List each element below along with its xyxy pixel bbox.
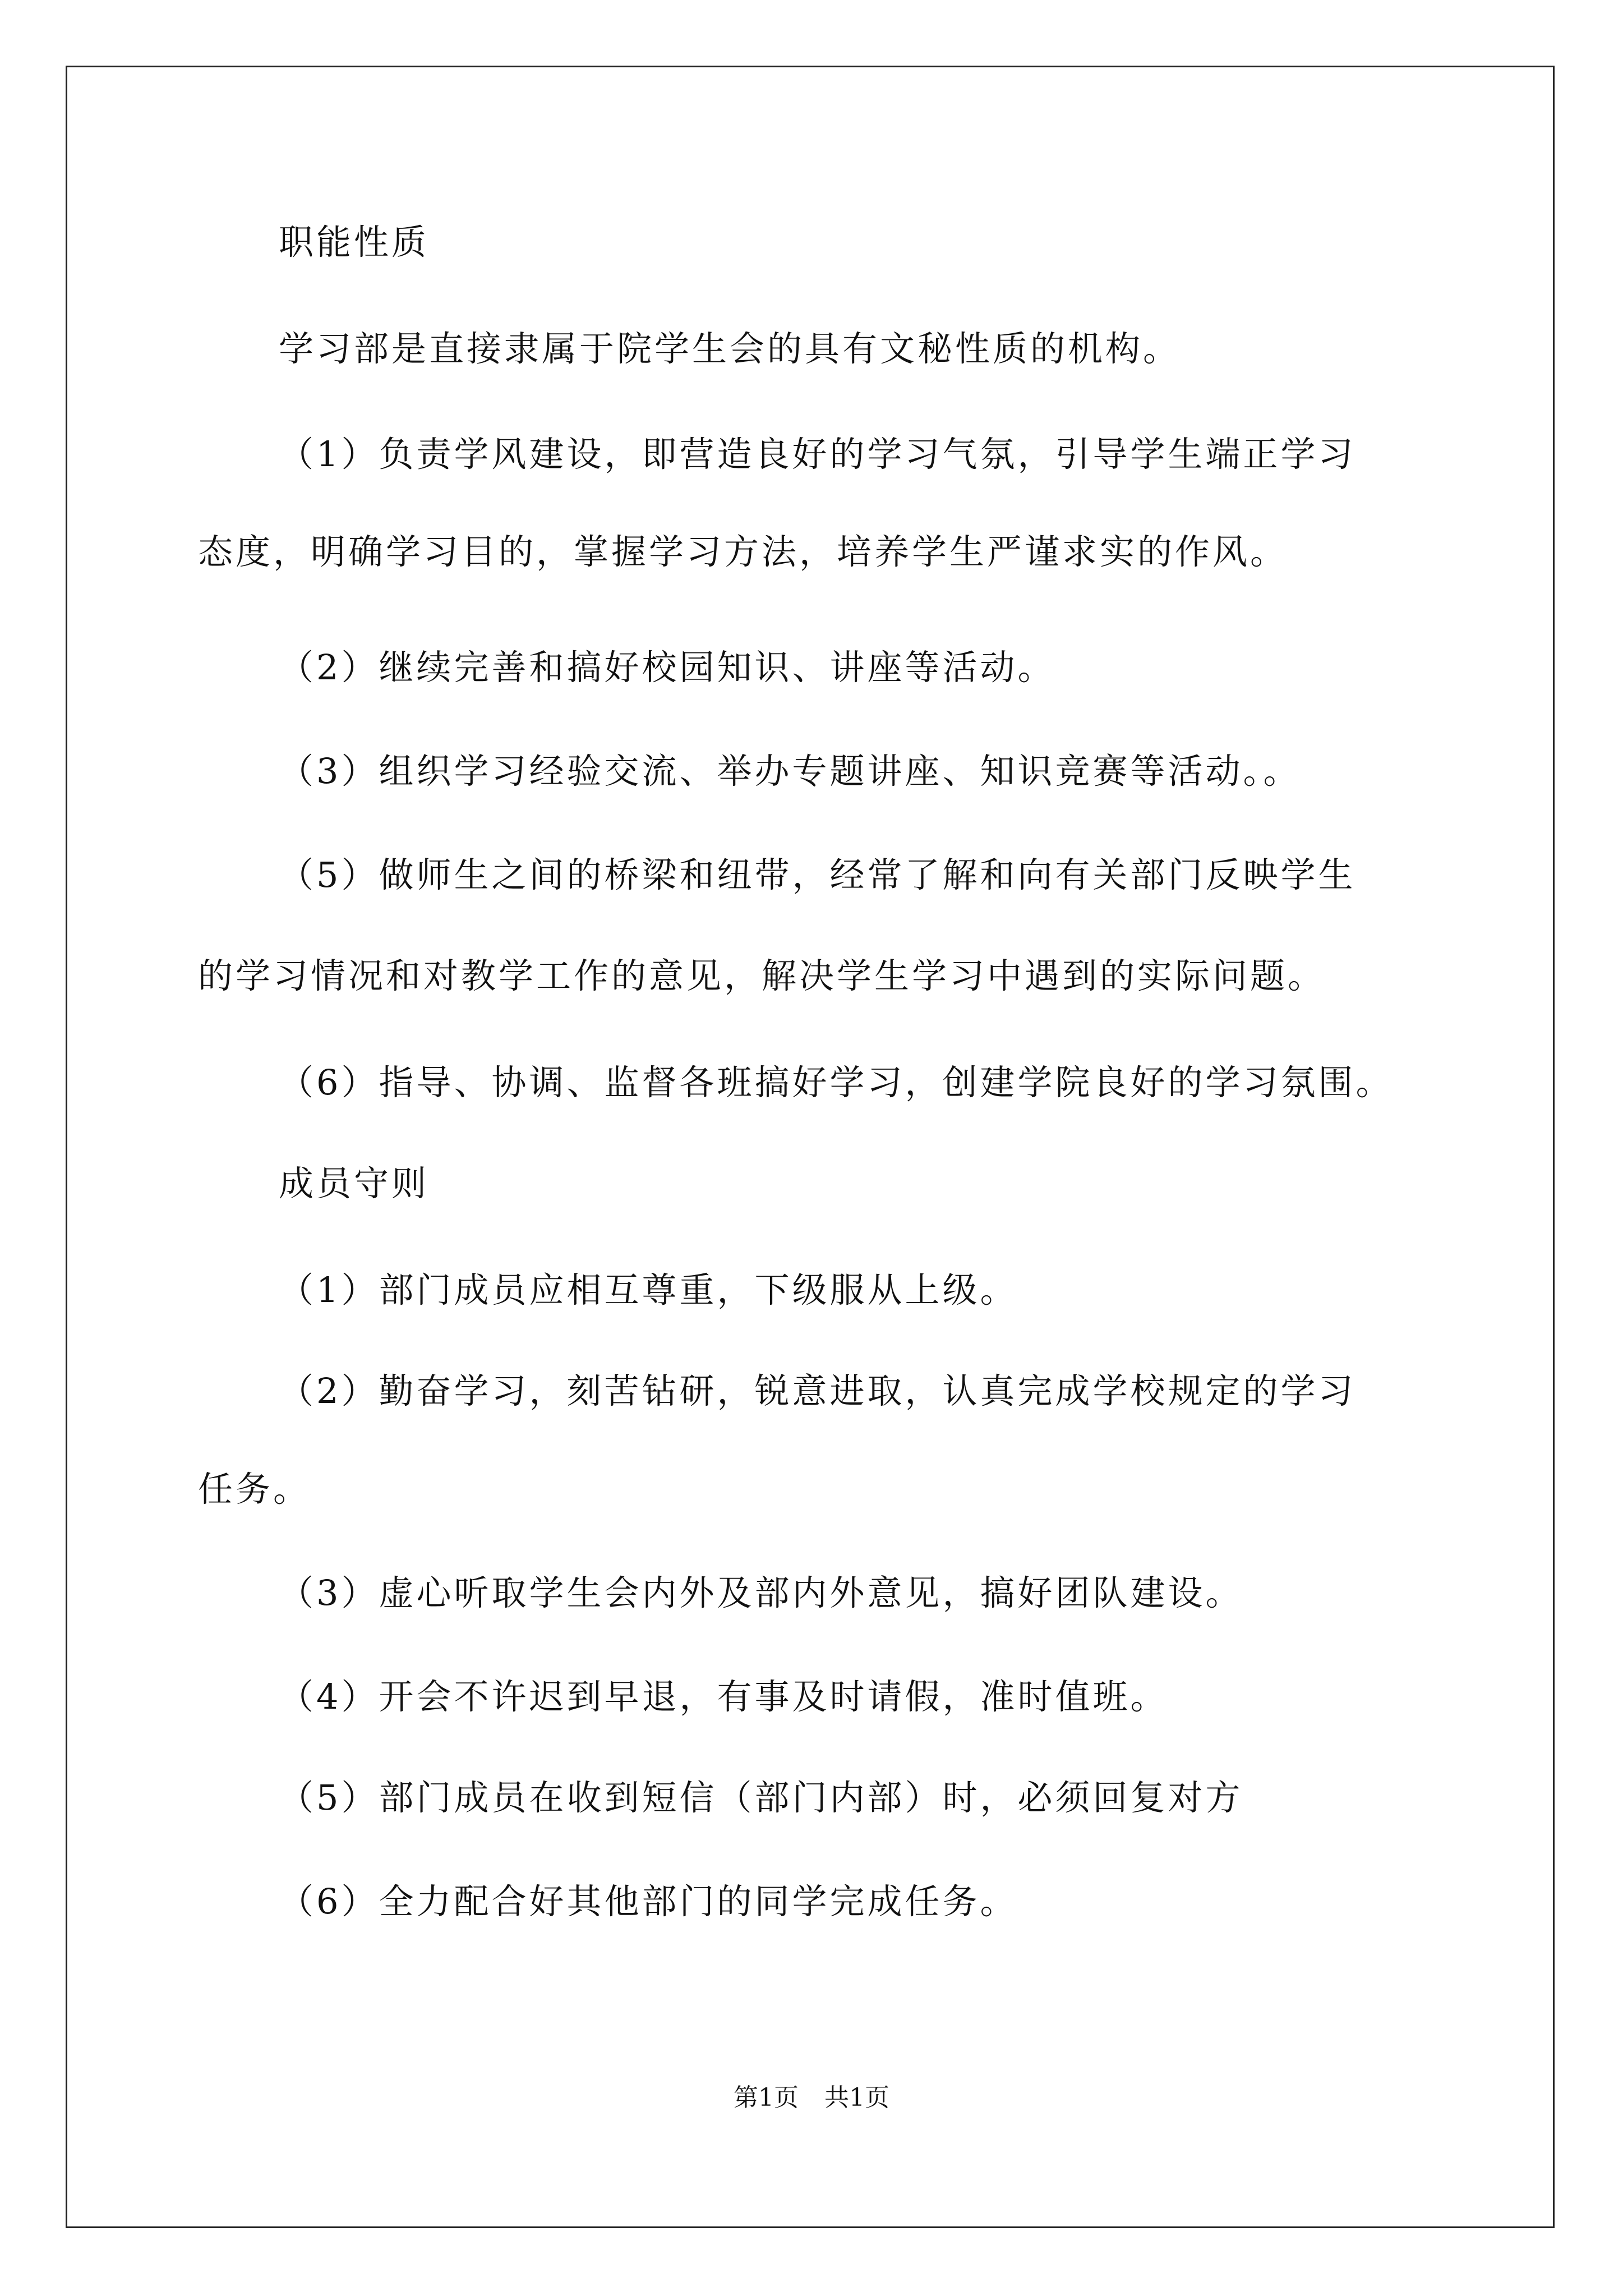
paragraph: （1）负责学风建设，即营造良好的学习气氛，引导学生端正学习 bbox=[279, 434, 1356, 475]
paragraph: （3）虚心听取学生会内外及部内外意见，搞好团队建设。 bbox=[279, 1572, 1243, 1613]
paragraph: （1）部门成员应相互尊重，下级服从上级。 bbox=[279, 1269, 1018, 1310]
page-total: 共1页 bbox=[824, 2083, 889, 2112]
section-heading-rules: 成员守则 bbox=[279, 1163, 430, 1204]
paragraph: （4）开会不许迟到早退，有事及时请假，准时值班。 bbox=[279, 1676, 1168, 1717]
paragraph: （5）做师生之间的桥梁和纽带，经常了解和向有关部门反映学生 bbox=[279, 854, 1356, 895]
paragraph: （5）部门成员在收到短信（部门内部）时，必须回复对方 bbox=[279, 1777, 1243, 1818]
paragraph: （6）全力配合好其他部门的同学完成任务。 bbox=[279, 1881, 1018, 1922]
paragraph: （2）勤奋学习，刻苦钻研，锐意进取，认真完成学校规定的学习 bbox=[279, 1370, 1356, 1411]
paragraph: 学习部是直接隶属于院学生会的具有文秘性质的机构。 bbox=[279, 328, 1181, 369]
paragraph-continuation: 的学习情况和对教学工作的意见，解决学生学习中遇到的实际问题。 bbox=[198, 955, 1326, 996]
paragraph: （6）指导、协调、监督各班搞好学习，创建学院良好的学习氛围。 bbox=[279, 1062, 1394, 1103]
paragraph: （2）继续完善和搞好校园知识、讲座等活动。 bbox=[279, 647, 1055, 688]
page-number: 第1页 bbox=[734, 2083, 799, 2112]
page-footer bbox=[0, 2081, 1623, 2115]
paragraph: （3）组织学习经验交流、举办专题讲座、知识竞赛等活动。。 bbox=[279, 751, 1301, 792]
paragraph-continuation: 任务。 bbox=[198, 1469, 311, 1510]
section-heading-functions: 职能性质 bbox=[279, 222, 430, 263]
paragraph-continuation: 态度，明确学习目的，掌握学习方法，培养学生严谨求实的作风。 bbox=[198, 531, 1288, 572]
